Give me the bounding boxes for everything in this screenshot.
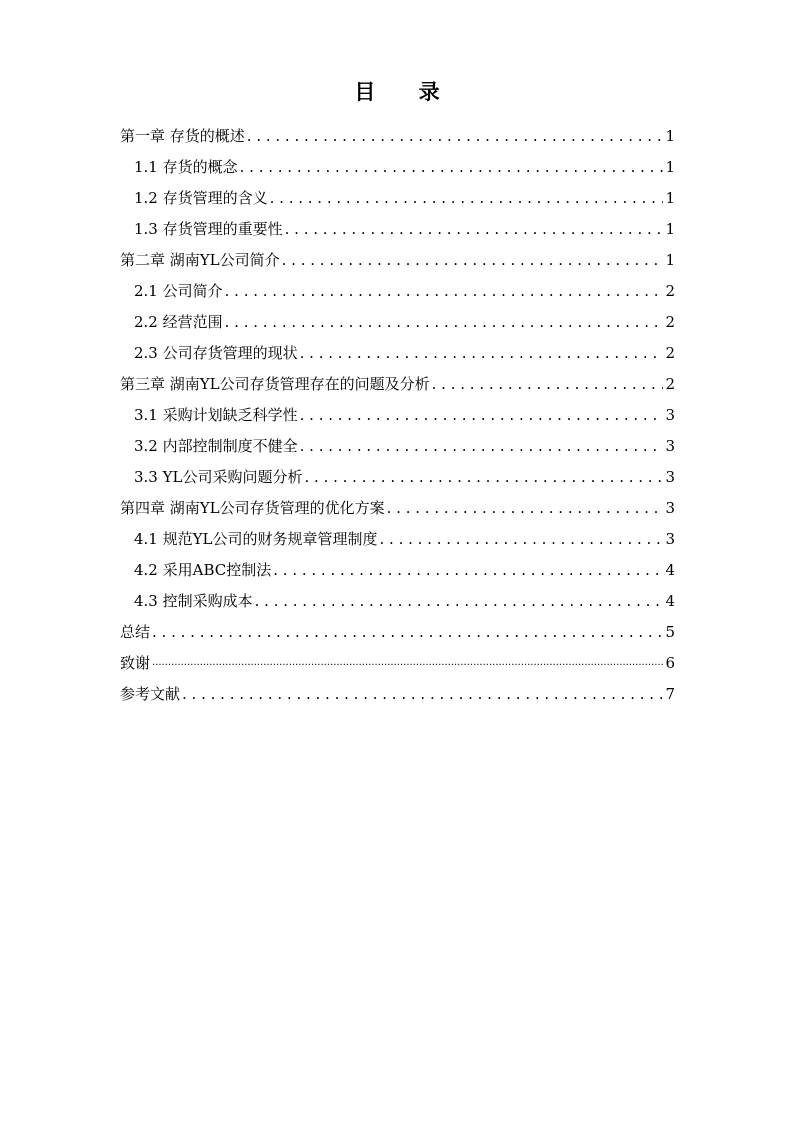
toc-entry-label: 第一章 存货的概述 <box>120 127 245 145</box>
toc-page-number: 3 <box>665 468 675 486</box>
dot-leader <box>152 650 663 673</box>
toc-page-number: 5 <box>665 623 675 641</box>
toc-page-number: 4 <box>665 592 675 610</box>
toc-entry-label: 1.3 存货管理的重要性 <box>134 220 283 238</box>
toc-page-number: 7 <box>665 685 675 703</box>
dot-leader <box>247 126 664 146</box>
toc-entry-label: 2.2 经营范围 <box>134 313 223 331</box>
toc-entry-label: 3.2 内部控制制度不健全 <box>134 437 298 455</box>
toc-page-number: 1 <box>665 220 675 238</box>
toc-page-number: 2 <box>665 313 675 331</box>
toc-page-number: 2 <box>665 375 675 393</box>
toc-page-number: 4 <box>665 561 675 579</box>
toc-page-number: 3 <box>665 499 675 517</box>
toc-title: 目 录 <box>354 80 458 104</box>
dot-leader <box>305 467 664 487</box>
toc-entry[interactable] <box>120 642 675 673</box>
toc-entry-label: 参考文献 <box>120 685 181 703</box>
toc-entry-label: 第三章 湖南YL公司存货管理存在的问题及分析 <box>120 375 430 393</box>
toc-page-number: 2 <box>665 282 675 300</box>
dot-leader <box>255 591 664 611</box>
toc-entry-label: 致谢 <box>120 654 151 672</box>
toc-page-number: 1 <box>665 127 675 145</box>
toc-entry-label: 第二章 湖南YL公司简介 <box>120 251 280 269</box>
toc-entry[interactable] <box>120 239 675 270</box>
dot-leader <box>300 405 664 425</box>
toc-entry[interactable] <box>120 580 675 611</box>
toc-entry[interactable] <box>120 611 675 642</box>
toc-page-number: 2 <box>665 344 675 362</box>
toc-entry[interactable] <box>120 332 675 363</box>
toc-entry[interactable] <box>120 115 675 146</box>
toc-entry-label: 1.2 存货管理的含义 <box>134 189 268 207</box>
dot-leader <box>270 188 664 208</box>
toc-entry-label: 3.1 采购计划缺乏科学性 <box>134 406 298 424</box>
toc-page-number: 3 <box>665 437 675 455</box>
dot-leader <box>380 529 664 549</box>
toc-entry-label: 1.1 存货的概念 <box>134 158 238 176</box>
dot-leader <box>273 560 663 580</box>
dot-leader <box>225 312 664 332</box>
toc-entry[interactable] <box>120 425 675 456</box>
dot-leader <box>285 219 664 239</box>
toc-entry-label: 4.1 规范YL公司的财务规章管理制度 <box>134 530 378 548</box>
dot-leader <box>432 374 664 394</box>
dot-leader <box>300 343 664 363</box>
dot-leader <box>152 622 663 642</box>
dot-leader <box>282 250 664 270</box>
toc-entry[interactable] <box>120 487 675 518</box>
toc-entry[interactable] <box>120 456 675 487</box>
toc-entry[interactable] <box>120 208 675 239</box>
dot-leader <box>182 684 663 704</box>
toc-entry-label: 2.1 公司简介 <box>134 282 223 300</box>
toc-entry[interactable] <box>120 673 675 704</box>
toc-page-number: 3 <box>665 530 675 548</box>
toc-page-number: 3 <box>665 406 675 424</box>
dot-leader <box>225 281 664 301</box>
toc-page-number: 1 <box>665 189 675 207</box>
toc-entry-label: 总结 <box>120 623 151 641</box>
toc-entry-label: 第四章 湖南YL公司存货管理的优化方案 <box>120 499 385 517</box>
toc-entry[interactable] <box>120 146 675 177</box>
toc-entry[interactable] <box>120 394 675 425</box>
toc-entry[interactable] <box>120 549 675 580</box>
toc-page-number: 1 <box>665 251 675 269</box>
toc-entry[interactable] <box>120 270 675 301</box>
toc-page-number: 6 <box>665 654 675 672</box>
toc-entry[interactable] <box>120 363 675 394</box>
toc-entry-label: 4.2 采用ABC控制法 <box>134 561 272 579</box>
table-of-contents <box>120 115 675 704</box>
dot-leader <box>300 436 664 456</box>
dot-leader <box>240 157 664 177</box>
toc-entry[interactable] <box>120 518 675 549</box>
toc-entry-label: 3.3 YL公司采购问题分析 <box>134 468 303 486</box>
toc-entry-label: 2.3 公司存货管理的现状 <box>134 344 298 362</box>
toc-entry[interactable] <box>120 301 675 332</box>
toc-entry[interactable] <box>120 177 675 208</box>
toc-entry-label: 4.3 控制采购成本 <box>134 592 253 610</box>
toc-page-number: 1 <box>665 158 675 176</box>
dot-leader <box>387 498 664 518</box>
